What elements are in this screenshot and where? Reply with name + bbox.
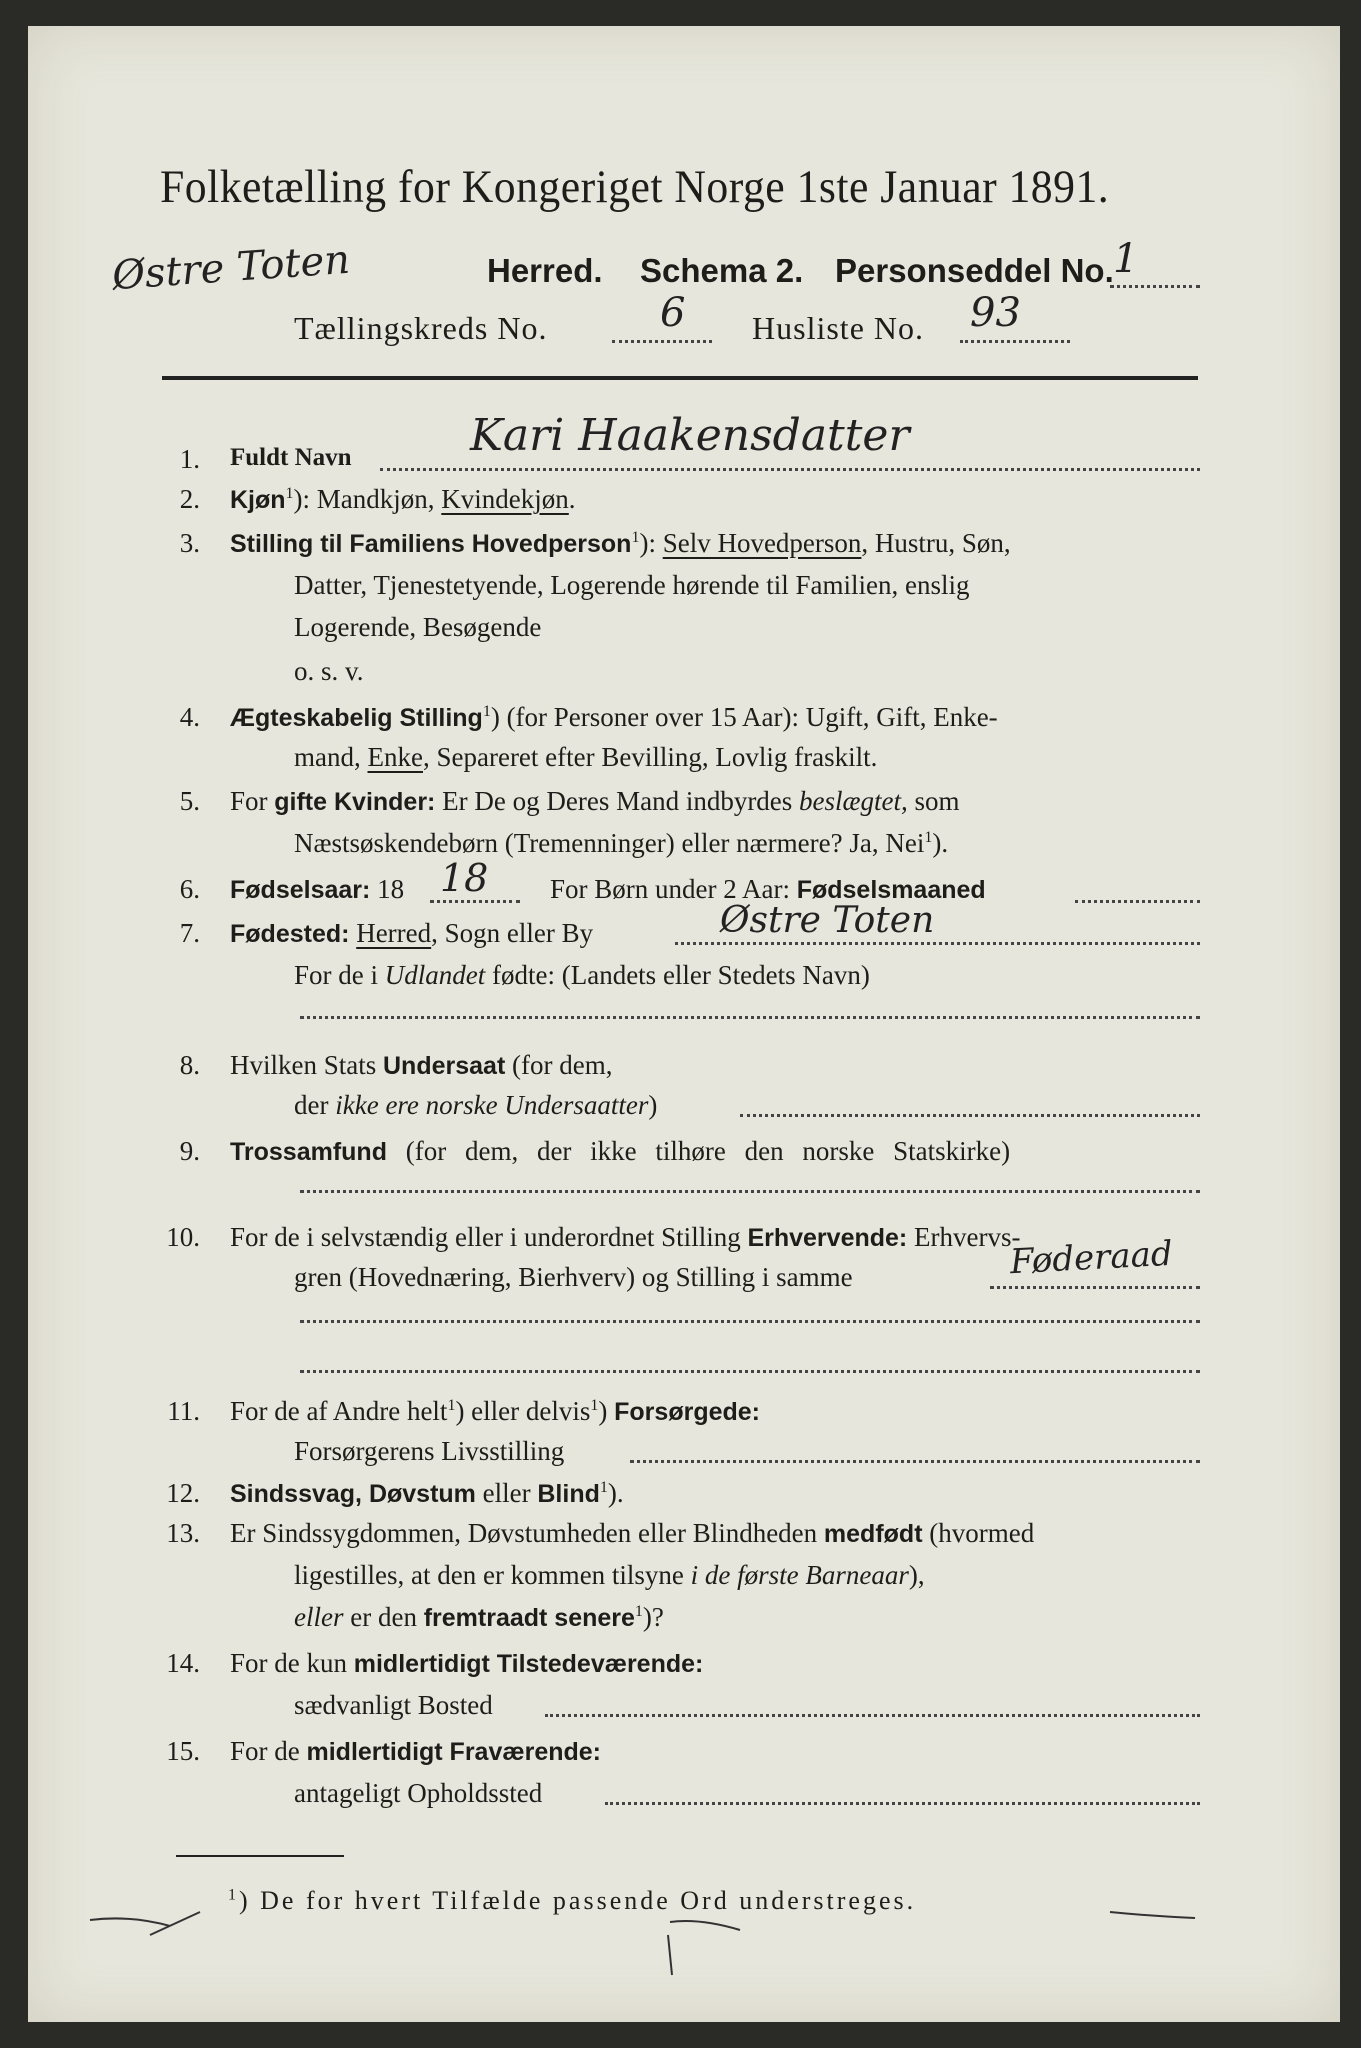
item-12-text-a: eller <box>475 1478 538 1508</box>
schema-label: Schema 2. <box>640 252 804 289</box>
item-15-number: 15. <box>166 1736 200 1766</box>
item-3-sup: 1 <box>631 529 640 546</box>
item-6-text-a: 18 <box>370 874 405 904</box>
item-6-label2: Fødselsmaaned <box>796 876 986 904</box>
birthplace-value: Østre Toten <box>720 900 935 941</box>
item-13-text-a: Er Sindssygdommen, Døvstumheden eller Blindheden <box>230 1518 824 1548</box>
item-7-line2-a: For de i <box>294 960 385 990</box>
item-8-line2-b: ) <box>648 1090 658 1120</box>
item-13-label3: fremtraadt senere <box>423 1604 635 1632</box>
item-5-line2-end: ). <box>932 828 949 858</box>
item-13-line3-a: er den <box>343 1602 424 1632</box>
item-14-text-a: For de kun <box>230 1648 354 1678</box>
item-10-text-b: Erhvervs- <box>907 1222 1021 1252</box>
item-10-text-a: For de i selvstændig eller i underordnet Stilling <box>230 1222 748 1252</box>
item-13-text-b: (hvormed <box>922 1518 1035 1548</box>
item-13-line3-b: )? <box>642 1602 664 1632</box>
item-5-text-a: For <box>230 786 275 816</box>
item-8-line2-italic: ikke ere norske Undersaatter <box>335 1090 649 1120</box>
item-2-sup: 1 <box>285 485 294 502</box>
item-2-number: 2. <box>179 484 200 514</box>
item-2-text-c: . <box>568 484 576 514</box>
item-5-text-c: som <box>907 786 960 816</box>
item-5-line2-sup: 1 <box>924 829 933 846</box>
item-13-line2-a: ligestilles, at den er kommen tilsyne <box>294 1560 691 1590</box>
item-9-label: Trossamfund <box>230 1138 387 1166</box>
item-5-text-b: Er De og Deres Mand indbyrdes <box>435 786 800 816</box>
form-title: Folketælling for Kongeriget Norge 1ste Januar 1891. <box>160 161 1110 213</box>
item-3-text-a: ): <box>639 528 663 558</box>
birth-year-value: 18 <box>440 856 489 900</box>
item-8-number: 8. <box>179 1050 200 1080</box>
item-1-number: 1. <box>179 444 200 474</box>
item-5-number: 5. <box>179 786 200 816</box>
item-11-label: Forsørgede: <box>614 1398 760 1426</box>
item-4-selected: Enke <box>367 742 423 772</box>
item-3-line3: Logerende, Besøgende <box>294 612 542 642</box>
item-8-label: Undersaat <box>383 1052 506 1080</box>
item-14-line2: sædvanligt Bosted <box>294 1690 493 1720</box>
personseddel-label: Personseddel No. <box>835 252 1114 289</box>
item-14-label: midlertidigt Tilstedeværende: <box>353 1650 704 1678</box>
footnote-text: ) De for hvert Tilfælde passende Ord understreges. <box>239 1886 917 1915</box>
item-4-number: 4. <box>179 702 200 732</box>
item-8-text-b: (for dem, <box>505 1050 613 1080</box>
item-11-text-b: ) eller delvis <box>455 1396 591 1426</box>
kreds-label: Tællingskreds No. <box>294 310 548 346</box>
item-11-sup2: 1 <box>590 1397 599 1414</box>
occupation-value: Føderaad <box>1009 1233 1174 1283</box>
item-12-label-a: Sindssvag, Døvstum <box>230 1480 476 1508</box>
item-9-number: 9. <box>179 1136 200 1166</box>
item-3-text-c: , Hustru, Søn, <box>861 528 1011 558</box>
item-13-line3-italic: eller <box>294 1602 344 1632</box>
husliste-label: Husliste No. <box>752 310 924 346</box>
item-6-label: Fødselsaar: <box>230 876 371 904</box>
item-12-text-b: ). <box>607 1478 624 1508</box>
item-5-italic: beslægtet, <box>799 786 908 816</box>
item-11-text-c: ) <box>598 1396 615 1426</box>
item-10-line2: gren (Hovednæring, Bierhverv) og Stilling i samme <box>294 1262 853 1292</box>
item-6-number: 6. <box>179 874 200 904</box>
item-10-label: Erhvervende: <box>747 1224 908 1252</box>
item-1-label: Fuldt Navn <box>230 444 352 471</box>
item-15-label: midlertidigt Fraværende: <box>306 1738 601 1766</box>
item-2-text-a: ): Mandkjøn, <box>293 484 442 514</box>
item-11-text-a: For de af Andre helt <box>230 1396 448 1426</box>
item-7-number: 7. <box>179 918 200 948</box>
item-8-text-a: Hvilken Stats <box>230 1050 383 1080</box>
item-13-line2-b: ), <box>908 1560 925 1590</box>
item-11-number: 11. <box>167 1396 200 1426</box>
item-13-number: 13. <box>166 1518 200 1548</box>
personseddel-number: 1 <box>1113 236 1139 282</box>
item-15-text-a: For de <box>230 1736 307 1766</box>
item-4-line2-c: , Separeret efter Bevilling, Lovlig fraskilt. <box>422 742 878 772</box>
item-12-sup: 1 <box>599 1479 608 1496</box>
full-name-value: Kari Haakensdatter <box>470 410 910 461</box>
item-13-line2-italic: i de første Barneaar <box>690 1560 909 1590</box>
item-8-line2-a: der <box>294 1090 336 1120</box>
item-13-line3-sup: 1 <box>634 1603 643 1620</box>
item-4-sup: 1 <box>482 703 491 720</box>
kreds-number: 6 <box>660 290 686 336</box>
item-3-selected: Selv Hovedperson <box>662 528 862 558</box>
item-3-line4: o. s. v. <box>294 656 364 686</box>
item-7-line2-italic: Udlandet <box>384 960 486 990</box>
footnote-sup: 1 <box>228 1886 239 1904</box>
item-3-number: 3. <box>179 528 200 558</box>
item-14-number: 14. <box>166 1648 200 1678</box>
item-2-label: Kjøn <box>230 486 286 514</box>
item-11-sup: 1 <box>447 1397 456 1414</box>
herred-label: Herred. <box>487 252 603 289</box>
item-5-label: gifte Kvinder: <box>274 788 436 816</box>
item-3-line2: Datter, Tjenestetyende, Logerende hørende til Familien, enslig <box>294 570 970 600</box>
item-12-label-b: Blind <box>537 1480 600 1508</box>
item-4-text-a: ) (for Personer over 15 Aar): Ugift, Gift, Enke- <box>490 702 998 732</box>
item-7-line2-b: fødte: (Landets eller Stedets Navn) <box>485 960 870 990</box>
item-7-label: Fødested: <box>230 920 350 948</box>
item-5-line2-text: Næstsøskendebørn (Tremenninger) eller nærmere? Ja, Nei <box>294 828 925 858</box>
husliste-number: 93 <box>970 290 1021 336</box>
item-2-selected: Kvindekjøn <box>441 484 569 514</box>
item-6-text-b: For Børn under 2 Aar: <box>550 874 797 904</box>
item-4-label: Ægteskabelig Stilling <box>230 704 483 732</box>
item-11-line2: Forsørgerens Livsstilling <box>294 1436 565 1466</box>
item-9-text-a: (for dem, der ikke tilhøre den norske Statskirke) <box>386 1136 1011 1166</box>
item-15-line2: antageligt Opholdssted <box>294 1778 543 1808</box>
item-4-line2-a: mand, <box>294 742 368 772</box>
item-10-number: 10. <box>166 1222 200 1252</box>
item-13-label: medfødt <box>823 1520 923 1548</box>
item-3-label: Stilling til Familiens Hovedperson <box>230 530 632 558</box>
herred-handwritten: Østre Toten <box>110 236 352 300</box>
item-7-selected: Herred <box>356 918 432 948</box>
item-12-number: 12. <box>166 1478 200 1508</box>
item-7-text-b: , Sogn eller By <box>431 918 594 948</box>
